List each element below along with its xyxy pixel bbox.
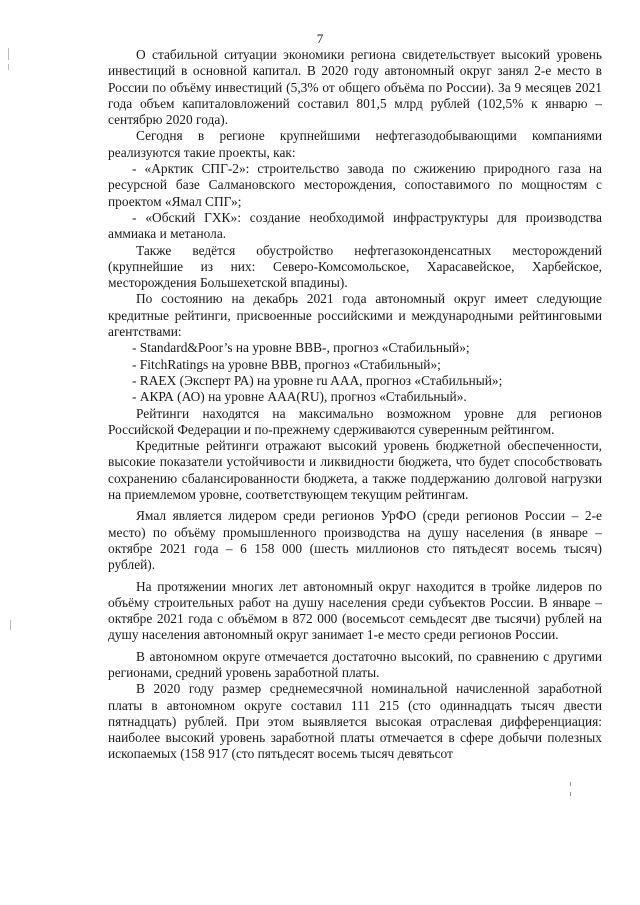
list-item-arctic-lng: - «Арктик СПГ-2»: строительство завода по сжижению природного газа на ресурсной базе Салмановского месторождения, сопоставимого по мощностям с проектом «Ямал СПГ»; [108, 161, 602, 209]
page-number: 7 [316, 31, 324, 46]
paragraph-salary-2020: В 2020 году размер среднемесячной номинальной начисленной заработной платы в автономном округе составил 111 215 (сто одиннадцать тысяч двести пятнадцать) рублей. При этом выявляется высокая отраслевая дифференциация: наиболее высокий уровень заработной платы отмечается в сфере добычи полезных ископаемых (158 917 (сто пятьдесят восемь тысяч девятьсот [108, 681, 602, 762]
list-item-rating-raex: - RAEX (Эксперт РА) на уровне ru AAA, прогноз «Стабильный»; [132, 372, 503, 388]
paragraph-projects-intro: Сегодня в регионе крупнейшими нефтегазодобывающими компаниями реализуются такие проекты, как: [108, 128, 602, 160]
list-item-obsky-gkh: - «Обский ГХК»: создание необходимой инфраструктуры для производства аммиака и метанола. [108, 209, 602, 242]
paragraph-investment: О стабильной ситуации экономики региона свидетельствует высокий уровень инвестиций в основной капитал. В 2020 году автономный округ занял 2-е место в России по объёму инвестиций (5,3% от общего объёма по России). За 9 месяцев 2021 года объем капиталовложений составил 801,5 млрд рублей (102,5% к январю – сентябрю 2020 года). [108, 47, 602, 128]
paragraph-industrial-production: Ямал является лидером среди регионов УрФО (среди регионов России – 2-е место) по объёму промышленного производства на душу населения (в январе – октябре 2021 года – 6 158 000 (шесть миллионов сто пятьдесят восемь тысяч) рублей). [108, 508, 602, 573]
paragraph-ratings-intro: По состоянию на декабрь 2021 года автономный округ имеет следующие кредитные рейтинги, присвоенные российскими и международными рейтинговыми агентствами: [108, 291, 602, 340]
paragraph-salary-level: В автономном округе отмечается достаточно высокий, по сравнению с другими регионами, средний уровень заработной платы. [108, 648, 602, 680]
scan-margin-mark [570, 792, 571, 796]
paragraph-construction: На протяжении многих лет автономный округ находится в тройке лидеров по объёму строительных работ на душу населения среди субъектов России. В январе – октябре 2021 года с объёмом в 872 000 (восемьсот семьдесят две тысячи) рублей на душу населения автономный округ занимает 1-е место среди регионов России. [108, 578, 602, 643]
list-item-rating-fitch: - FitchRatings на уровне BBB, прогноз «Стабильный»; [132, 356, 441, 372]
paragraph-ratings-reflect: Кредитные рейтинги отражают высокий уровень бюджетной обеспеченности, высокие показатели устойчивости и ликвидности бюджета, что будет способствовать сохранению сбалансированности бюджета, а также поддержанию долговой нагрузки на приемлемом уровне, соответствующем текущим рейтингам. [108, 438, 602, 503]
list-item-rating-sp: - Standard&Poor’s на уровне BBB-, прогноз «Стабильный»; [132, 340, 470, 356]
scan-margin-mark [8, 48, 9, 60]
scan-margin-mark [570, 782, 571, 786]
document-body [108, 47, 602, 763]
scan-margin-mark [8, 64, 9, 70]
list-item-rating-akra: - АКРА (АО) на уровне AAA(RU), прогноз «Стабильный». [132, 389, 467, 405]
paragraph-ratings-level: Рейтинги находятся на максимально возможном уровне для регионов Российской Федерации и по-прежнему сдерживаются суверенным рейтингом. [108, 405, 602, 437]
paragraph-fields: Также ведётся обустройство нефтегазоконденсатных месторождений (крупнейшие из них: Северо-Комсомольское, Харасавейское, Харбейское, месторождения Большехетской впадины). [108, 242, 602, 291]
scan-margin-mark [10, 620, 11, 630]
